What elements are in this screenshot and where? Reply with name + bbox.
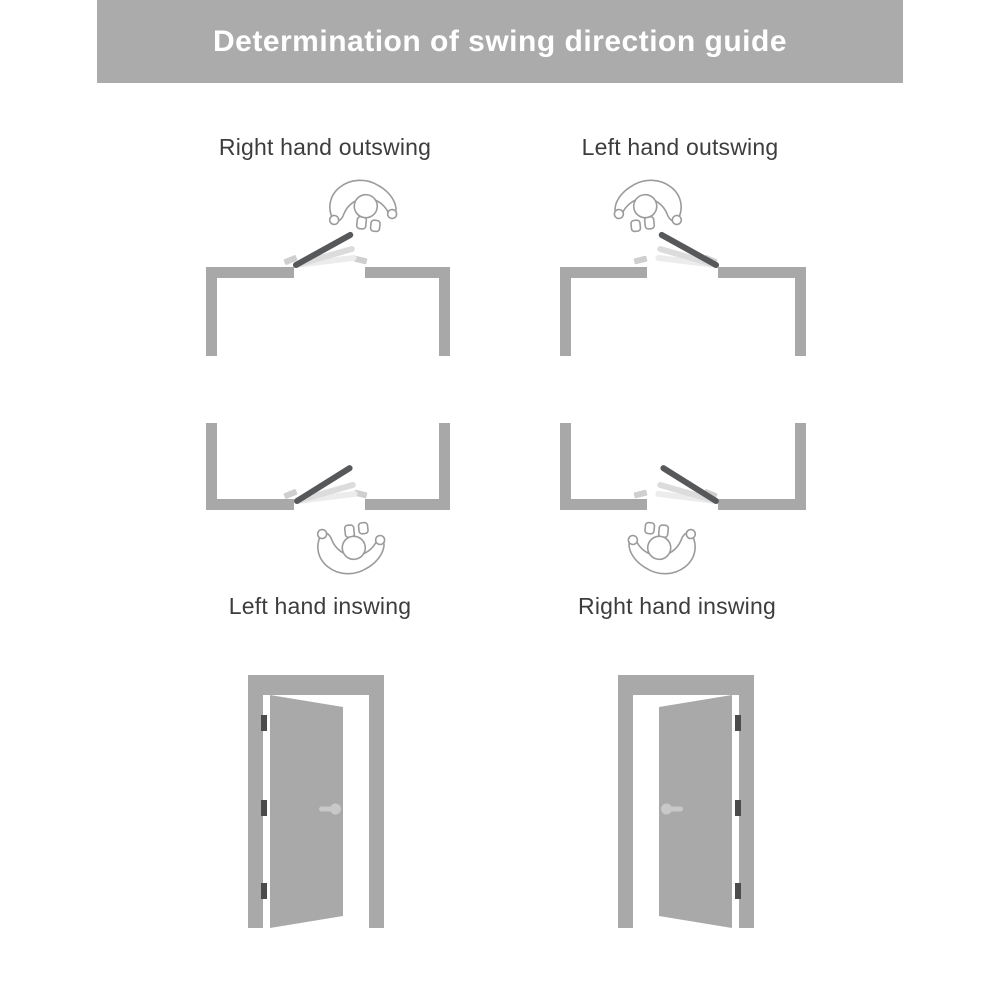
wall-segment [206,267,217,356]
wall-segment [560,267,571,356]
page-title: Determination of swing direction guide [212,24,788,58]
wall-segment [365,499,450,510]
person-top-view-icon [620,518,701,582]
door-open-hinge-right [610,672,762,930]
person-top-view-icon [323,172,404,236]
label-right-hand-inswing: Right hand inswing [578,593,776,619]
door-open-hinge-left [240,672,392,930]
wall-segment [439,423,450,510]
wall-segment [206,267,294,278]
door-jamb-stub [633,256,647,265]
wall-segment [560,423,571,510]
wall-segment [206,423,217,510]
person-top-view-icon [606,172,687,236]
label-left-hand-inswing: Left hand inswing [228,593,412,619]
wall-segment [795,267,806,356]
person-top-view-icon [311,518,392,582]
wall-segment [560,499,647,510]
wall-segment [439,267,450,356]
wall-segment [718,499,806,510]
label-right-hand-outswing: Right hand outswing [218,134,432,160]
label-left-hand-outswing: Left hand outswing [581,134,779,160]
wall-segment [795,423,806,510]
door-jamb-stub [633,490,647,499]
wall-segment [718,267,806,278]
wall-segment [560,267,647,278]
title-banner [97,0,903,83]
wall-segment [206,499,294,510]
wall-segment [365,267,450,278]
